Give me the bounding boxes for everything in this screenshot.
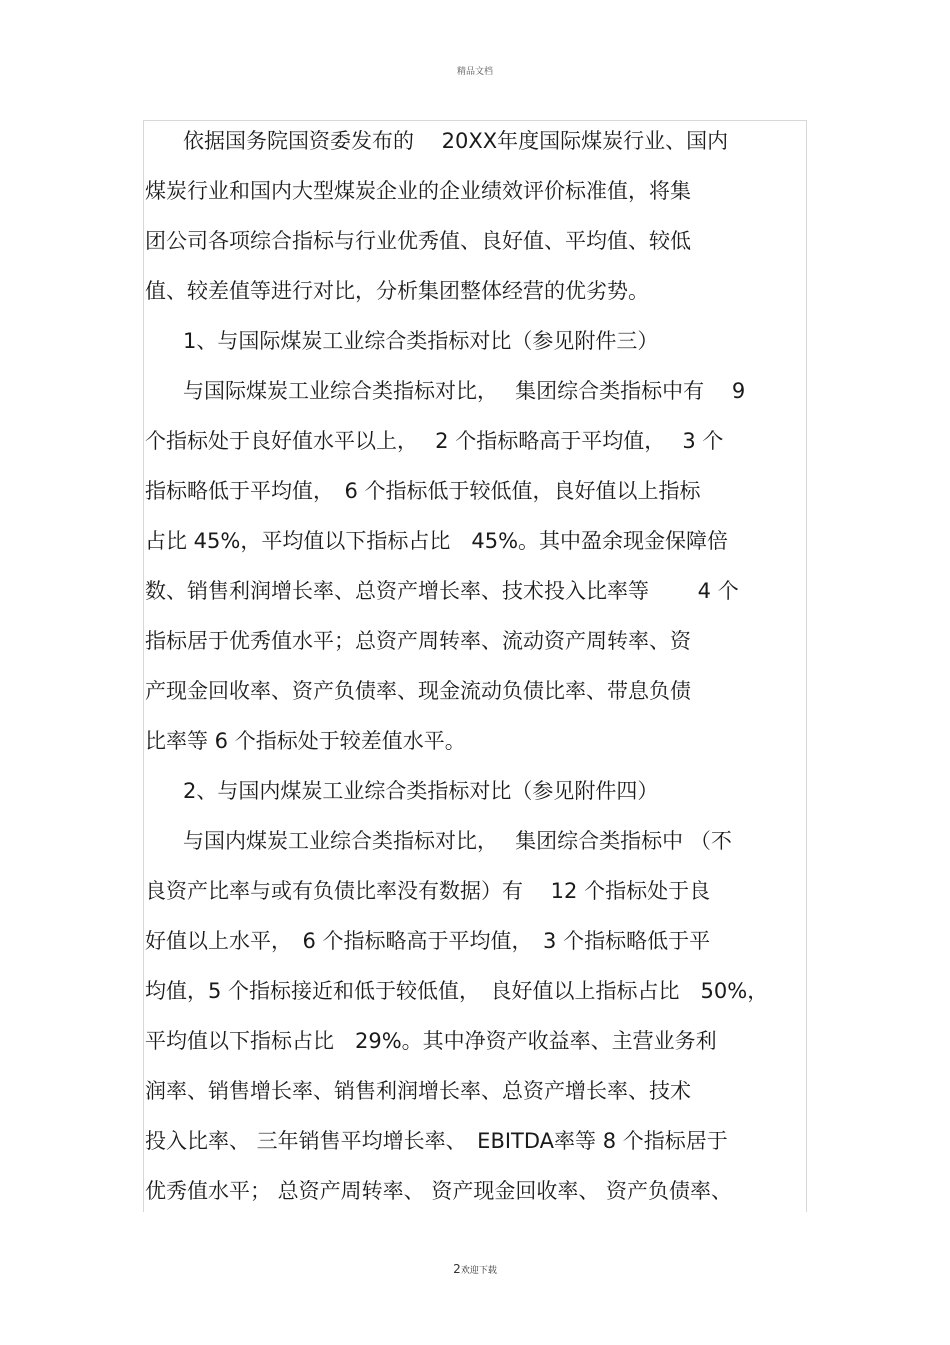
body-line: 值、较差值等进行对比，分析集团整体经营的优劣势。 [145,279,649,303]
body-line: 团公司各项综合指标与行业优秀值、良好值、平均值、较低 [145,229,691,253]
page-number: 2 [453,1262,461,1276]
text-frame-top-border [143,120,806,121]
body-line: 好值以上水平， 6 个指标略高于平均值， 3 个指标略低于平 [145,929,711,953]
body-line: 占比 45%，平均值以下指标占比 45%。其中盈余现金保障倍 [145,529,729,553]
body-line: 与国内煤炭工业综合类指标对比， 集团综合类指标中 （不 [183,829,732,853]
body-line: 煤炭行业和国内大型煤炭企业的企业绩效评价标准值，将集 [145,179,691,203]
body-line: 投入比率、 三年销售平均增长率、 EBITDA率等 8 个指标居于 [145,1129,728,1153]
page-footer [0,1262,950,1276]
body-line: 指标略低于平均值， 6 个指标低于较低值，良好值以上指标 [145,479,701,503]
body-line: 平均值以下指标占比 29%。其中净资产收益率、主营业务利 [145,1029,717,1053]
body-line: 良资产比率与或有负债比率没有数据）有 12 个指标处于良 [145,879,711,903]
body-line: 产现金回收率、资产负债率、现金流动负债比率、带息负债 [145,679,691,703]
body-line: 指标居于优秀值水平；总资产周转率、流动资产周转率、资 [145,629,691,653]
body-line: 数、销售利润增长率、总资产增长率、技术投入比率等 4 个 [145,579,739,603]
text-frame-left-border [143,120,144,1212]
footer-text: 欢迎下载 [460,1266,497,1276]
page-header: 精品文档 [456,67,493,77]
section-heading: 2、与国内煤炭工业综合类指标对比（参见附件四） [183,779,659,803]
body-line: 比率等 6 个指标处于较差值水平。 [145,729,466,753]
body-line: 依据国务院国资委发布的 20XX年度国际煤炭行业、国内 [183,129,729,153]
body-line: 优秀值水平； 总资产周转率、 资产现金回收率、 资产负债率、 [145,1179,733,1203]
section-heading: 1、与国际煤炭工业综合类指标对比（参见附件三） [183,329,659,353]
body-line: 均值，5 个指标接近和低于较低值， 良好值以上指标占比 50%， [145,979,769,1003]
body-line: 润率、销售增长率、销售利润增长率、总资产增长率、技术 [145,1079,691,1103]
body-line: 与国际煤炭工业综合类指标对比， 集团综合类指标中有 9 [183,379,746,403]
body-line: 个指标处于良好值水平以上， 2 个指标略高于平均值， 3 个 [145,429,724,453]
